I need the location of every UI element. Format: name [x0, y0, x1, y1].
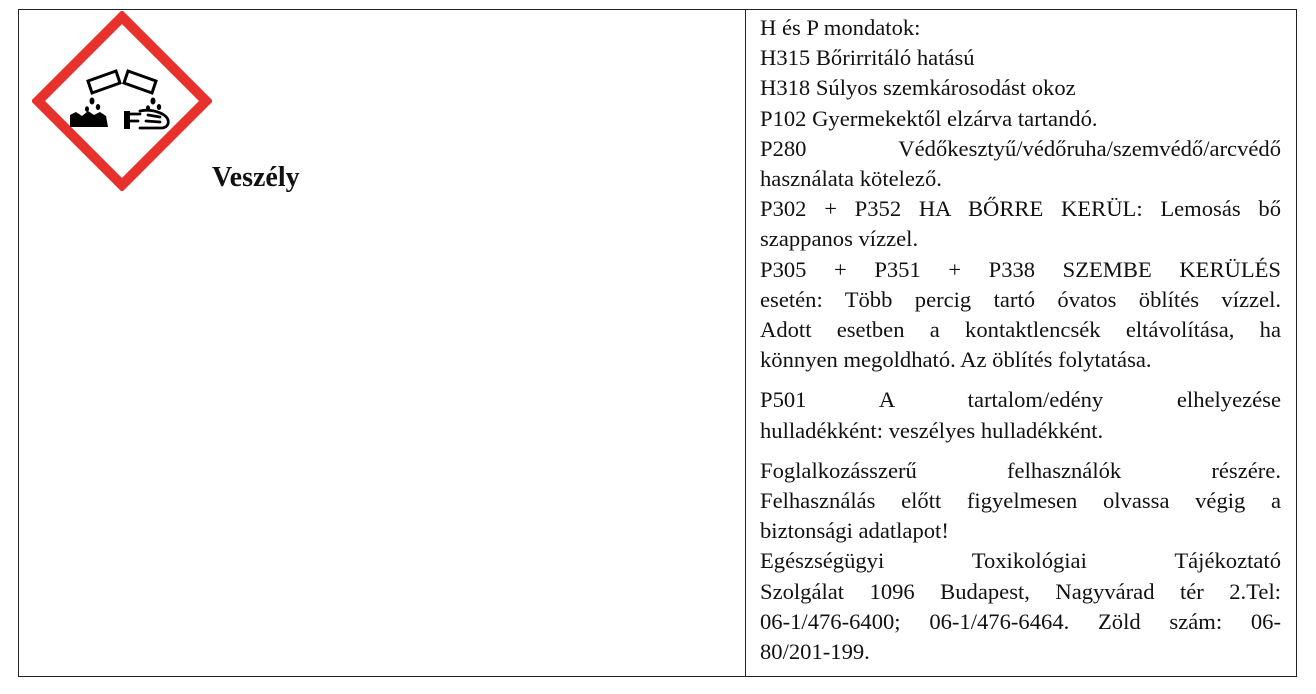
p305-statement-line1: P305 + P351 + P338 SZEMBE KERÜLÉS: [760, 256, 1281, 282]
h318-statement: H318 Súlyos szemkárosodást okoz: [760, 75, 1076, 101]
hp-statements-cell: [746, 10, 1296, 676]
professional-use-line2: Felhasználás előtt figyelmesen olvassa végig a: [760, 488, 1281, 514]
p302-statement-line1: P302 + P352 HA BŐRRE KERÜL: Lemosás bő: [760, 196, 1281, 222]
hp-statements-block: [760, 13, 1281, 375]
hp-heading: H és P mondatok:: [760, 15, 921, 40]
professional-use-block: [760, 456, 1281, 667]
p305-statement-line4: könnyen megoldható. Az öblítés folytatása.: [760, 347, 1152, 373]
p280-statement-line2: használata kötelező.: [760, 166, 942, 192]
pictogram-cell: [19, 10, 746, 676]
toxicology-contact-line4: 80/201-199.: [760, 639, 870, 665]
toxicology-contact-line3: 06-1/476-6400; 06-1/476-6464. Zöld szám: 06-: [760, 608, 1281, 634]
p501-statement-line2: hulladékként: veszélyes hulladékként.: [760, 417, 1104, 443]
p102-statement: P102 Gyermekektől elzárva tartandó.: [760, 105, 1098, 131]
p305-statement-line2: esetén: Több percig tartó óvatos öblítés vízzel.: [760, 286, 1281, 312]
p302-statement-line2: szappanos vízzel.: [760, 226, 919, 252]
p305-statement-line3: Adott esetben a kontaktlencsék eltávolítása, ha: [760, 317, 1281, 343]
toxicology-contact-line1: Egészségügyi Toxikológiai Tájékoztató: [760, 548, 1281, 574]
professional-use-line1: Foglalkozásszerű felhasználók részére.: [760, 457, 1281, 483]
signal-word: Veszély: [212, 162, 300, 193]
hazard-label-table: [18, 9, 1297, 677]
ghs05-corrosion-icon: [32, 11, 212, 191]
professional-use-line3: biztonsági adatlapot!: [760, 518, 949, 544]
p501-statement-line1: P501 A tartalom/edény elhelyezése: [760, 387, 1281, 413]
p280-statement-line1: P280 Védőkesztyű/védőruha/szemvédő/arcvédő: [760, 135, 1281, 161]
p501-block: [760, 385, 1281, 445]
toxicology-contact-line2: Szolgálat 1096 Budapest, Nagyvárad tér 2.Tel:: [760, 578, 1281, 604]
h315-statement: H315 Bőrirritáló hatású: [760, 45, 975, 71]
